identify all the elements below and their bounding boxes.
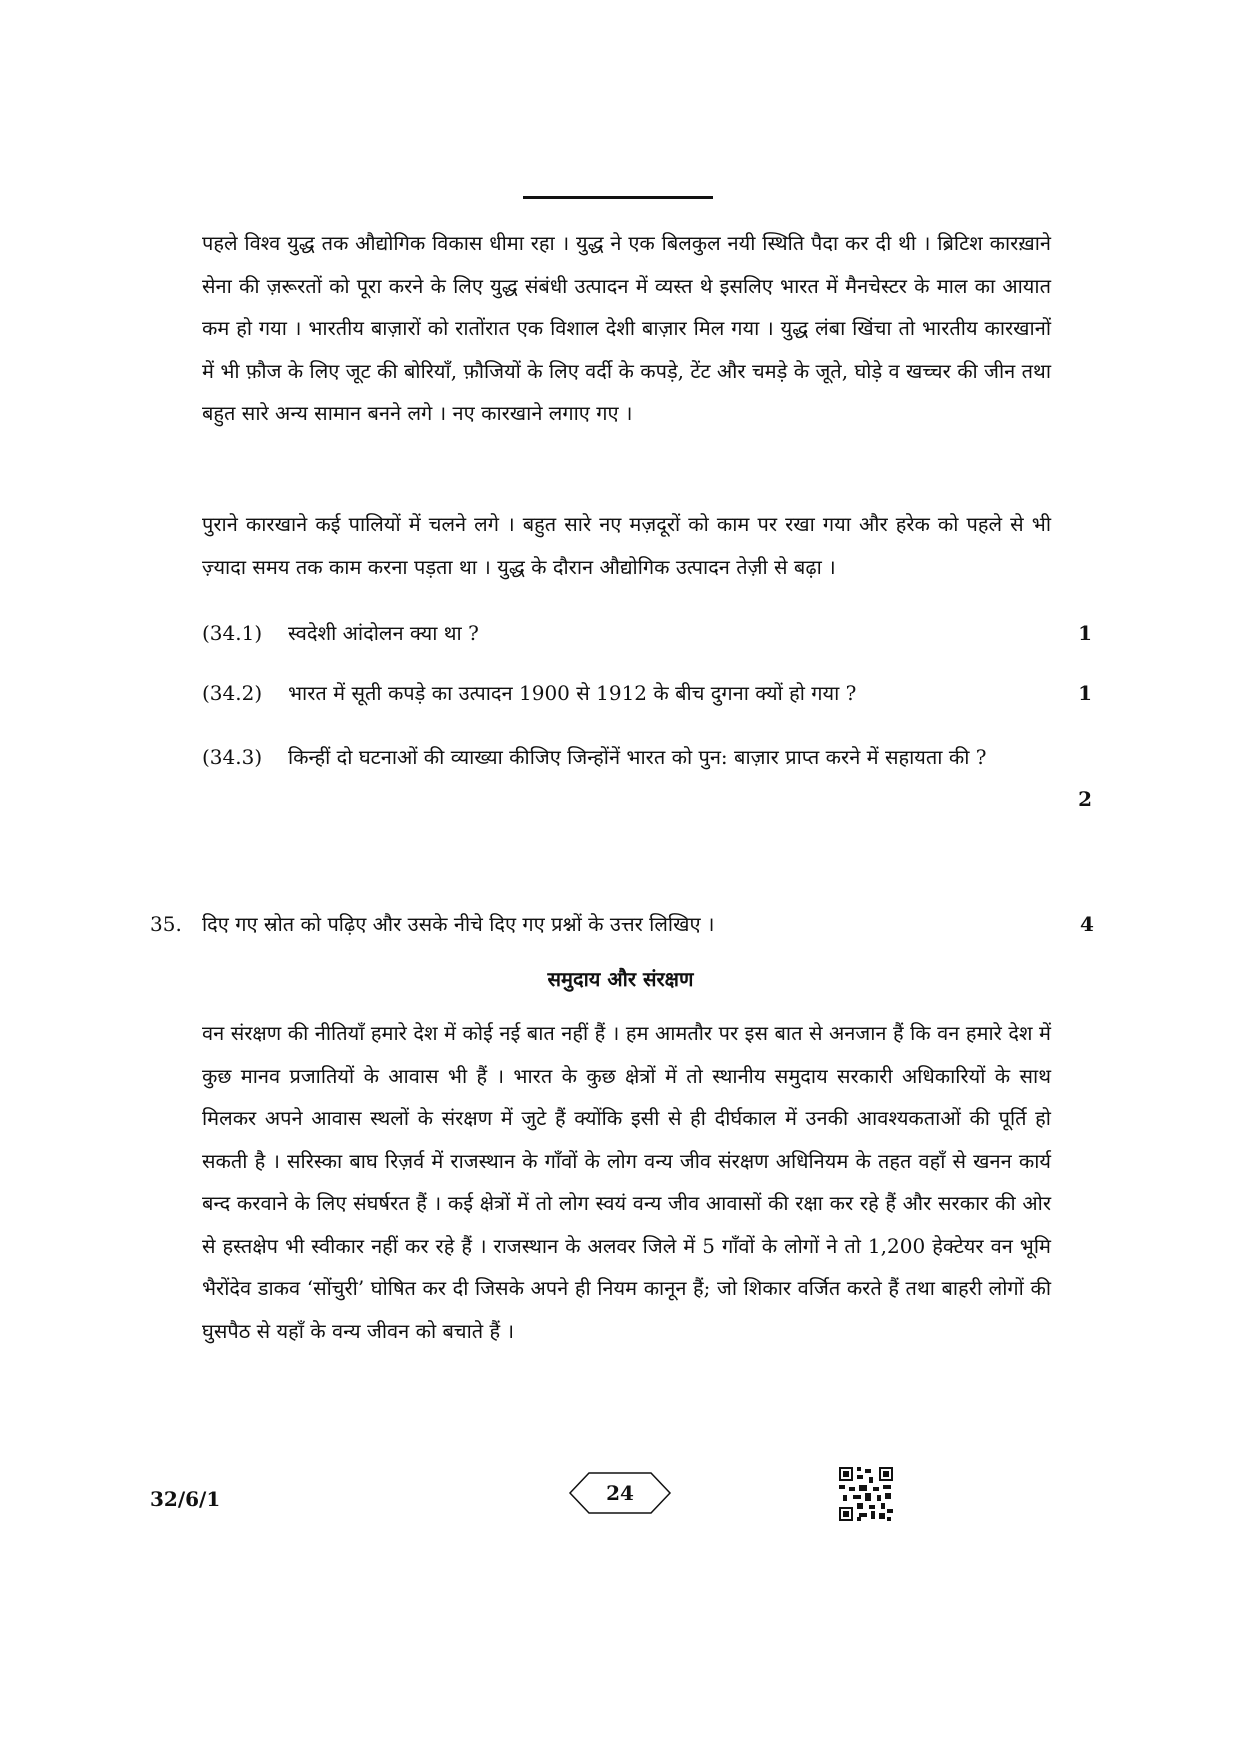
paper-code: 32/6/1 — [150, 1487, 221, 1511]
qr-code-icon — [839, 1467, 893, 1521]
subquestion-marks: 2 — [1078, 787, 1092, 811]
passage-35: वन संरक्षण की नीतियाँ हमारे देश में कोई नई बात नहीं हैं । हम आमतौर पर इस बात से अनजान हैं कि वन हमारे देश में कुछ मानव प्रजातियों के आवास भी हैं । भारत के कुछ क्षेत्रों में तो स्थानीय समुदाय सरकारी अधिकारियों के साथ मिलकर अपने आवास स्थलों के संरक्षण में जुटे हैं क्योंकि इसी से ही दीर्घकाल में उनकी आवश्यकताओं की पूर्ति हो सकती है । सरिस्का बाघ रिज़र्व में राजस्थान के गाँवों के लोग वन्य जीव संरक्षण अधिनियम के तहत वहाँ से खनन कार्य बन्द करवाने के लिए संघर्षरत हैं । कई क्षेत्रों में तो लोग स्वयं वन्य जीव आवासों की रक्षा कर रहे हैं और सरकार की ओर से हस्तक्षेप भी स्वीकार नहीं कर रहे हैं । राजस्थान के अलवर जिले में 5 गाँवों के लोगों ने तो 1,200 हेक्टेयर वन भूमि भैरोंदेव डाकव ‘सोंचुरी’ घोषित कर दी जिसके अपने ही नियम कानून हैं; जो शिकार वर्जित करते हैं तथा बाहरी लोगों की घुसपैठ से यहाँ के वन्य जीवन को बचाते हैं । — [202, 1021, 1051, 1343]
question-35-text: दिए गए स्रोत को पढ़िए और उसके नीचे दिए गए प्रश्नों के उत्तर लिखिए । — [202, 912, 715, 936]
subquestion-number: (34.3) — [202, 745, 263, 769]
subquestion-text: स्वदेशी आंदोलन क्या था ? — [288, 621, 479, 645]
page-number-badge — [567, 1470, 673, 1516]
subquestion-marks: 1 — [1078, 621, 1092, 645]
subquestion-number: (34.2) — [202, 681, 263, 705]
passage-34-paragraph-1: पहले विश्व युद्ध तक औद्योगिक विकास धीमा रहा । युद्ध ने एक बिलकुल नयी स्थिति पैदा कर दी थी । ब्रिटिश कारख़ाने सेना की ज़रूरतों को पूरा करने के लिए युद्ध संबंधी उत्पादन में व्यस्त थे इसलिए भारत में मैनचेस्टर के माल का आयात कम हो गया । भारतीय बाज़ारों को रातोंरात एक विशाल देशी बाज़ार मिल गया । युद्ध लंबा खिंचा तो भारतीय कारखानों में भी फ़ौज के लिए जूट की बोरियाँ, फ़ौजियों के लिए वर्दी के कपड़े, टेंट और चमड़े के जूते, घोड़े व खच्चर की जीन तथा बहुत सारे अन्य सामान बनने लगे । नए कारखाने लगाए गए । — [202, 231, 1051, 425]
subquestion-text: भारत में सूती कपड़े का उत्पादन 1900 से 1912 के बीच दुगना क्यों हो गया ? — [288, 681, 857, 705]
subquestion-number: (34.1) — [202, 621, 263, 645]
question-35-marks: 4 — [1080, 912, 1094, 936]
page-number: 24 — [606, 1481, 634, 1505]
passage-34-paragraph-2: पुराने कारखाने कई पालियों में चलने लगे । बहुत सारे नए मज़दूरों को काम पर रखा गया और हरेक को पहले से भी ज़्यादा समय तक काम करना पड़ता था । युद्ध के दौरान औद्योगिक उत्पादन तेज़ी से बढ़ा । — [202, 512, 1051, 579]
question-35-number: 35. — [150, 912, 182, 936]
subquestion-marks: 1 — [1078, 681, 1092, 705]
subquestion-text: किन्हीं दो घटनाओं की व्याख्या कीजिए जिन्होंनें भारत को पुन: बाज़ार प्राप्त करने में सहायता की ? — [288, 745, 987, 769]
source-heading: समुदाय और संरक्षण — [547, 967, 694, 991]
top-divider — [523, 196, 713, 199]
